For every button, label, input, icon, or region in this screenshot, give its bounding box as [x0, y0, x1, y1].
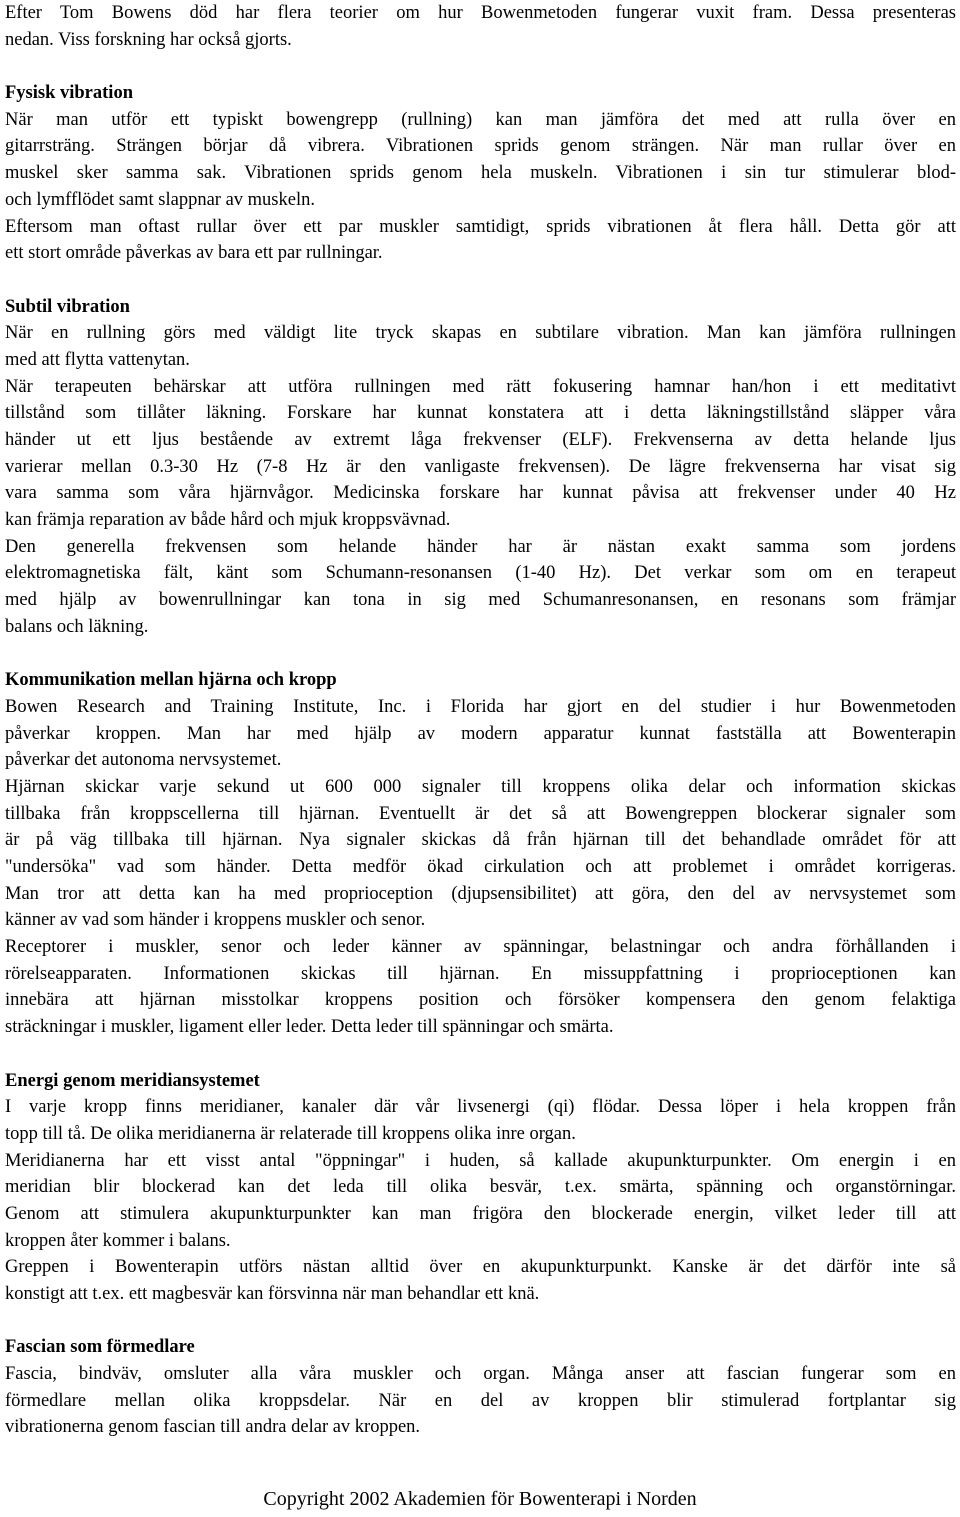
text-line: påverkar kroppen. Man har med hjälp av modern apparatur kunnat fastställa att Bowenterapin — [5, 723, 956, 744]
text-line: Greppen i Bowenterapin utförs nästan alltid över en akupunkturpunkt. Kanske är det därför inte så — [5, 1257, 956, 1278]
section-heading: Fysisk vibration — [5, 83, 133, 104]
section-heading: Energi genom meridiansystemet — [5, 1070, 260, 1091]
text-line: Den generella frekvensen som helande händer har är nästan exakt samma som jordens — [5, 536, 956, 557]
copyright-footer: Copyright 2002 Akademien för Bowenterapi i Norden — [263, 1488, 697, 1510]
text-line: topp till tå. De olika meridianerna är relaterade till kroppens olika inre organ. — [5, 1123, 576, 1144]
text-line: med hjälp av bowenrullningar kan tona in sig med Schumanresonansen, en resonans som främjar — [5, 590, 956, 611]
text-line: innebära att hjärnan misstolkar kroppens position och försöker kompensera den genom felaktiga — [5, 990, 956, 1011]
text-line: balans och läkning. — [5, 616, 149, 637]
text-line: Efter Tom Bowens död har flera teorier om hur Bowenmetoden fungerar vuxit fram. Dessa presenteras — [5, 3, 956, 23]
text-line: Genom att stimulera akupunkturpunkter kan man frigöra den blockerade energin, vilket leder till att — [5, 1203, 956, 1224]
text-line: "undersöka" vad som händer. Detta medför ökad cirkulation och att problemet i området korrigeras. — [5, 857, 956, 877]
text-line: påverkar det autonoma nervsystemet. — [5, 750, 282, 771]
text-line: känner av vad som händer i kroppens muskler och senor. — [5, 910, 426, 931]
text-line: händer ut ett ljus bestående av extremt låga frekvenser (ELF). Frekvenserna av detta helande ljus — [5, 430, 956, 450]
text-line: meridian blir blockerad kan det leda till olika besvär, t.ex. smärta, spänning och organstörningar. — [5, 1177, 956, 1198]
text-line: är på väg tillbaka till hjärnan. Nya signaler skickas då från hjärnan till det behandlade området för att — [5, 830, 956, 851]
text-line: När en rullning görs med väldigt lite tryck skapas en subtilare vibration. Man kan jämföra rullningen — [5, 323, 956, 344]
text-line: vibrationerna genom fascian till andra delar av kroppen. — [5, 1417, 421, 1438]
text-line: I varje kropp finns meridianer, kanaler där vår livsenergi (qi) flödar. Dessa löper i hela kroppen från — [5, 1097, 956, 1118]
section-heading: Subtil vibration — [5, 296, 130, 317]
text-line: muskel sker samma sak. Vibrationen sprids genom hela muskeln. Vibrationen i sin tur stimulerar blod- — [5, 163, 956, 184]
text-line: sträckningar i muskler, ligament eller leder. Detta leder till spänningar och smärta. — [5, 1017, 614, 1038]
section-spacer — [5, 1041, 956, 1068]
text-line: Receptorer i muskler, senor och leder känner av spänningar, belastningar och andra förhållanden i — [5, 937, 956, 958]
section-heading: Kommunikation mellan hjärna och kropp — [5, 670, 337, 691]
section — [5, 80, 956, 267]
section — [5, 1068, 956, 1308]
text-line: När man utför ett typiskt bowengrepp (rullning) kan man jämföra det med att rulla över en — [5, 109, 956, 130]
text-line: tillstånd som tillåter läkning. Forskare har kunnat konstatera att i detta läkningstillstånd släpper våra — [5, 403, 956, 424]
text-line: kroppen åter kommer i balans. — [5, 1230, 231, 1251]
section — [5, 667, 956, 1041]
text-line: konstigt att t.ex. ett magbesvär kan försvinna när man behandlar ett knä. — [5, 1284, 540, 1304]
text-line: med att flytta vattenytan. — [5, 349, 190, 370]
text-line: nedan. Viss forskning har också gjorts. — [5, 29, 292, 50]
section-spacer — [5, 1308, 956, 1335]
text-line: vara samma som våra hjärnvågor. Medicinska forskare har kunnat påvisa att frekvenser under 40 Hz — [5, 483, 956, 504]
text-line: förmedlare mellan olika kroppsdelar. När en del av kroppen blir stimulerad fortplantar sig — [5, 1390, 956, 1411]
text-line: Hjärnan skickar varje sekund ut 600 000 signaler till kroppens olika delar och information skickas — [5, 776, 956, 797]
text-line: Meridianerna har ett visst antal "öppningar" i huden, så kallade akupunkturpunkter. Om energin i en — [5, 1150, 956, 1171]
document-page — [5, 0, 956, 1441]
text-line: ett stort område påverkas av bara ett par rullningar. — [5, 243, 383, 264]
section-spacer — [5, 267, 956, 294]
sections-container — [5, 53, 956, 1441]
section-heading: Fascian som förmedlare — [5, 1337, 195, 1358]
text-line: Man tror att detta kan ha med proprioception (djupsensibilitet) att göra, den del av nervsystemet som — [5, 883, 956, 904]
text-line: Eftersom man oftast rullar över ett par muskler samtidigt, sprids vibrationen åt flera håll. Detta gör att — [5, 216, 956, 237]
section — [5, 294, 956, 641]
text-line: och lymfflödet samt slappnar av muskeln. — [5, 189, 315, 210]
text-line: Bowen Research and Training Institute, Inc. i Florida har gjort en del studier i hur Bowenmetoden — [5, 696, 956, 717]
text-line: gitarrsträng. Strängen börjar då vibrera. Vibrationen sprids genom strängen. När man rullar över en — [5, 136, 956, 157]
text-line: Fascia, bindväv, omsluter alla våra muskler och organ. Många anser att fascian fungerar som en — [5, 1364, 956, 1385]
text-line: varierar mellan 0.3-30 Hz (7-8 Hz är den vanligaste frekvensen). De lägre frekvenserna har visat sig — [5, 456, 956, 477]
text-line: tillbaka från kroppscellerna till hjärnan. Eventuellt är det så att Bowengreppen blockerar signaler som — [5, 803, 956, 824]
intro-paragraph — [5, 0, 956, 53]
text-line: rörelseapparaten. Informationen skickas till hjärnan. En missuppfattning i proprioceptionen kan — [5, 963, 956, 984]
text-line: När terapeuten behärskar att utföra rullningen med rätt fokusering hamnar han/hon i ett meditativt — [5, 376, 956, 397]
text-line: elektromagnetiska fält, känt som Schumann-resonansen (1-40 Hz). Det verkar som om en terapeut — [5, 563, 956, 584]
section-spacer — [5, 641, 956, 668]
section-spacer — [5, 53, 956, 80]
section — [5, 1334, 956, 1441]
text-line: kan främja reparation av både hård och mjuk kroppsvävnad. — [5, 510, 451, 531]
